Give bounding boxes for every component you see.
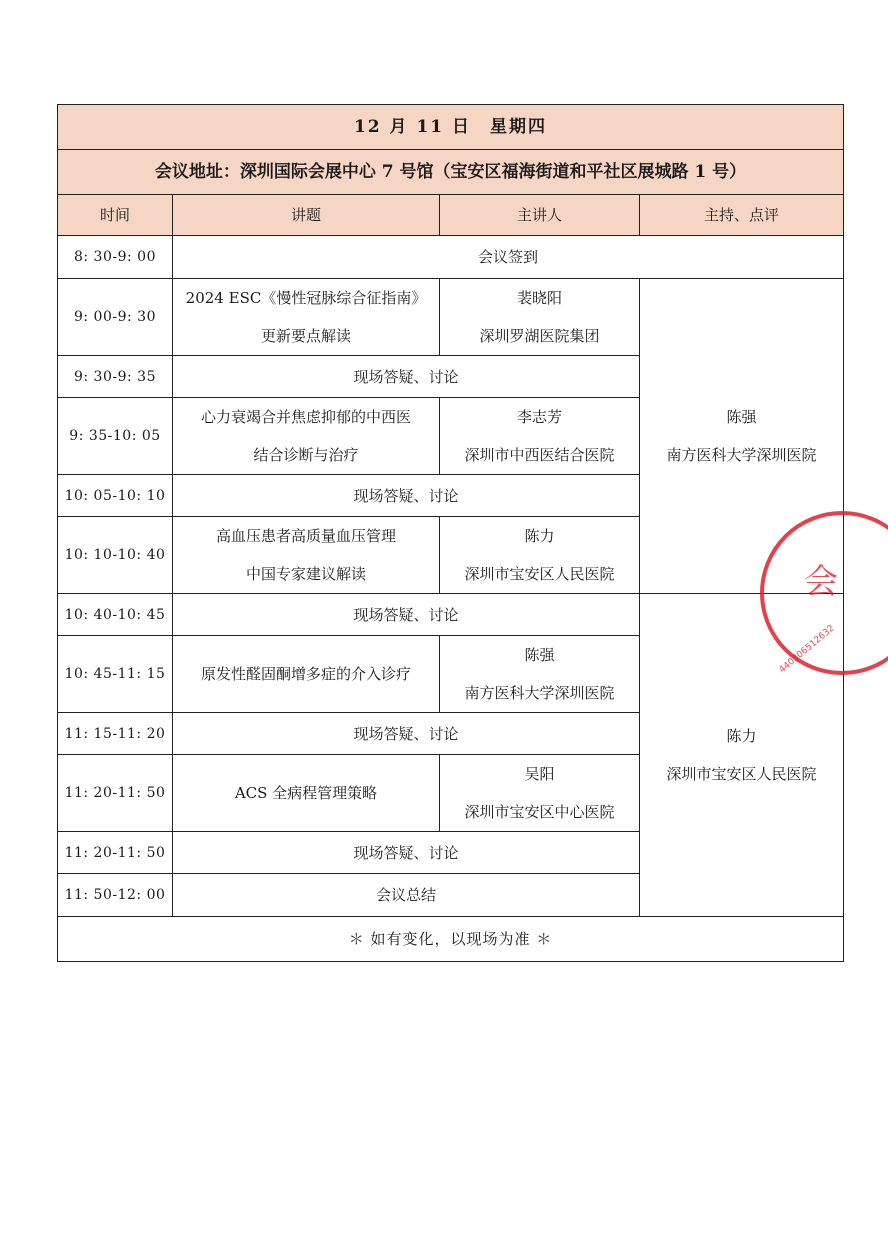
note-row xyxy=(58,917,844,962)
col-speaker: 主讲人 xyxy=(440,195,640,236)
col-topic: 讲题 xyxy=(173,195,440,236)
topic-line: 中国专家建议解读 xyxy=(245,565,366,583)
agenda-table-wrapper xyxy=(57,104,843,962)
time-cell: 10: 40-10: 45 xyxy=(58,594,173,636)
time-cell: 11: 15-11: 20 xyxy=(58,713,173,755)
time-cell: 10: 45-11: 15 xyxy=(58,636,173,713)
time-cell: 11: 20-11: 50 xyxy=(58,832,173,874)
speaker-name: 陈强 xyxy=(524,646,555,664)
time-cell: 9: 00-9: 30 xyxy=(58,279,173,356)
checkin-cell: 会议签到 xyxy=(173,236,844,279)
discussion-cell: 现场答疑、讨论 xyxy=(173,594,640,636)
speaker-name: 陈力 xyxy=(524,527,555,545)
topic-cell xyxy=(173,517,440,594)
host-affiliation: 深圳市宝安区人民医院 xyxy=(666,765,817,783)
time-cell: 11: 20-11: 50 xyxy=(58,755,173,832)
date-header: 12 月 11 日 星期四 xyxy=(58,105,844,150)
seal-code: 440306512632 xyxy=(777,623,837,676)
time-cell: 10: 05-10: 10 xyxy=(58,475,173,517)
speaker-name: 李志芳 xyxy=(516,408,562,426)
speaker-affiliation: 深圳市宝安区人民医院 xyxy=(464,565,615,583)
discussion-cell: 现场答疑、讨论 xyxy=(173,713,640,755)
time-cell: 9: 35-10: 05 xyxy=(58,398,173,475)
agenda-table xyxy=(57,104,844,962)
host-cell-1 xyxy=(640,279,844,594)
topic-line: 心力衰竭合并焦虑抑郁的中西医 xyxy=(200,408,411,426)
host-cell-2 xyxy=(640,594,844,917)
table-row xyxy=(58,594,844,636)
speaker-affiliation: 南方医科大学深圳医院 xyxy=(464,684,615,702)
change-note: ＊ 如有变化，以现场为准 ＊ xyxy=(58,917,844,962)
speaker-name: 裴晓阳 xyxy=(516,289,562,307)
col-time: 时间 xyxy=(58,195,173,236)
host-affiliation: 南方医科大学深圳医院 xyxy=(666,446,817,464)
col-host: 主持、点评 xyxy=(640,195,844,236)
topic-line: 结合诊断与治疗 xyxy=(253,446,359,464)
speaker-cell xyxy=(440,517,640,594)
time-cell: 11: 50-12: 00 xyxy=(58,874,173,917)
speaker-cell xyxy=(440,398,640,475)
host-name: 陈强 xyxy=(726,408,757,426)
speaker-cell xyxy=(440,279,640,356)
topic-cell xyxy=(173,279,440,356)
topic-cell xyxy=(173,398,440,475)
table-row xyxy=(58,279,844,356)
topic-line: 高血压患者高质量血压管理 xyxy=(215,527,396,545)
speaker-affiliation: 深圳罗湖医院集团 xyxy=(479,327,600,345)
host-name: 陈力 xyxy=(726,727,757,745)
speaker-affiliation: 深圳市宝安区中心医院 xyxy=(464,803,615,821)
topic-cell: ACS 全病程管理策略 xyxy=(173,755,440,832)
time-cell: 9: 30-9: 35 xyxy=(58,356,173,398)
discussion-cell: 现场答疑、讨论 xyxy=(173,832,640,874)
table-row xyxy=(58,236,844,279)
topic-line: 更新要点解读 xyxy=(260,327,351,345)
discussion-cell: 现场答疑、讨论 xyxy=(173,475,640,517)
speaker-affiliation: 深圳市中西医结合医院 xyxy=(464,446,615,464)
summary-cell: 会议总结 xyxy=(173,874,640,917)
discussion-cell: 现场答疑、讨论 xyxy=(173,356,640,398)
location-header: 会议地址：深圳国际会展中心 7 号馆（宝安区福海街道和平社区展城路 1 号） xyxy=(58,150,844,195)
column-headers xyxy=(58,195,844,236)
topic-line: 2024 ESC《慢性冠脉综合征指南》 xyxy=(185,289,427,307)
seal-character: 会 xyxy=(804,562,838,602)
speaker-cell xyxy=(440,636,640,713)
speaker-name: 吴阳 xyxy=(524,765,555,783)
speaker-cell xyxy=(440,755,640,832)
time-cell: 10: 10-10: 40 xyxy=(58,517,173,594)
time-cell: 8: 30-9: 00 xyxy=(58,236,173,279)
topic-cell: 原发性醛固酮增多症的介入诊疗 xyxy=(173,636,440,713)
